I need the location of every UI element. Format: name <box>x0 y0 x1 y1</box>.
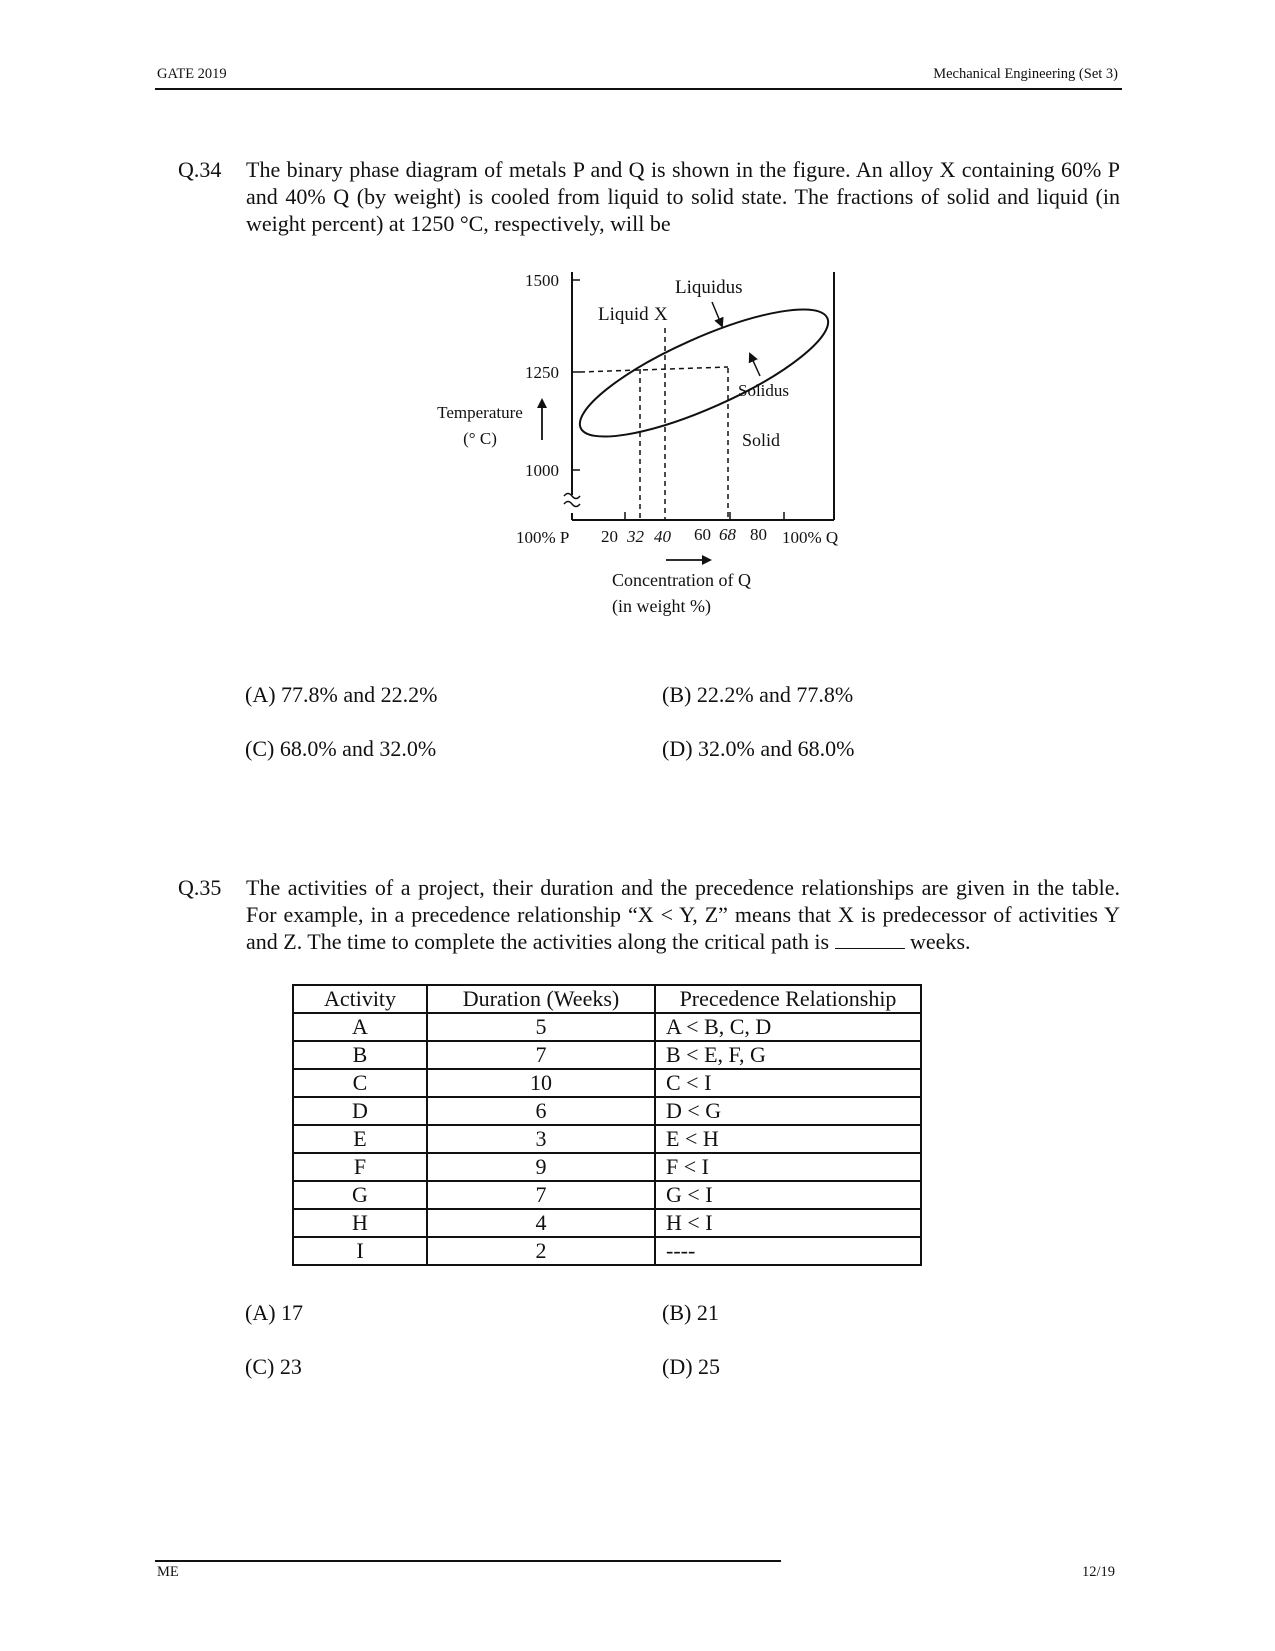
x-axis-unit: (in weight %) <box>612 596 711 616</box>
y-tick-1000: 1000 <box>525 461 559 480</box>
duration-cell: 5 <box>427 1013 655 1041</box>
x-axis-label: Concentration of Q <box>612 570 751 590</box>
q35-option-a: (A) 17 <box>245 1300 304 1325</box>
table-row <box>293 1125 921 1153</box>
activity-cell: I <box>293 1237 427 1265</box>
header-duration: Duration (Weeks) <box>427 985 655 1013</box>
q35-option-d: (D) 25 <box>662 1354 721 1379</box>
x-tick-100p: 100% P <box>516 528 570 547</box>
x-tick-80: 80 <box>750 525 767 544</box>
table-row <box>293 1181 921 1209</box>
x-tick-40: 40 <box>654 527 671 546</box>
x-tick-60: 60 <box>694 525 711 544</box>
label-solidus: Solidus <box>738 381 790 400</box>
footer-rule <box>155 1560 781 1562</box>
footer-paper-code: ME <box>157 1564 179 1580</box>
precedence-cell: D < G <box>655 1097 921 1125</box>
label-liquid: Liquid <box>598 304 649 325</box>
precedence-cell: F < I <box>655 1153 921 1181</box>
duration-cell: 9 <box>427 1153 655 1181</box>
activity-cell: A <box>293 1013 427 1041</box>
precedence-cell: C < I <box>655 1069 921 1097</box>
question-text-unit: weeks. <box>910 929 971 954</box>
table-row <box>293 1209 921 1237</box>
activity-cell: E <box>293 1125 427 1153</box>
label-solid: Solid <box>742 430 781 450</box>
header-exam-title: GATE 2019 <box>157 66 227 82</box>
x-tick-20: 20 <box>601 527 618 546</box>
label-x: X <box>654 304 668 325</box>
activity-cell: D <box>293 1097 427 1125</box>
q34-option-b: (B) 22.2% and 77.8% <box>662 682 854 707</box>
table-row <box>293 1013 921 1041</box>
precedence-cell: G < I <box>655 1181 921 1209</box>
question-text <box>246 874 1120 955</box>
duration-cell: 2 <box>427 1237 655 1265</box>
page-number: 12/19 <box>1081 1564 1115 1580</box>
precedence-cell: H < I <box>655 1209 921 1237</box>
precedence-cell: B < E, F, G <box>655 1041 921 1069</box>
x-tick-100q: 100% Q <box>782 528 839 547</box>
activity-table <box>292 984 922 1266</box>
y-tick-1250: 1250 <box>525 363 559 382</box>
question-35 <box>178 874 1120 955</box>
x-tick-32: 32 <box>627 527 644 546</box>
table-row <box>293 1069 921 1097</box>
x-tick-68: 68 <box>719 525 736 544</box>
header-paper-name: Mechanical Engineering (Set 3) <box>933 66 1118 82</box>
activity-cell: H <box>293 1209 427 1237</box>
table-row <box>293 1153 921 1181</box>
y-axis-unit: (° C) <box>463 429 497 448</box>
table-header-row <box>293 985 921 1013</box>
duration-cell: 7 <box>427 1041 655 1069</box>
precedence-cell: A < B, C, D <box>655 1013 921 1041</box>
duration-cell: 3 <box>427 1125 655 1153</box>
question-number: Q.34 <box>178 157 222 182</box>
header-activity: Activity <box>293 985 427 1013</box>
table-row <box>293 1097 921 1125</box>
duration-cell: 7 <box>427 1181 655 1209</box>
y-tick-1500: 1500 <box>525 271 559 290</box>
table-row <box>293 1041 921 1069</box>
activity-cell: G <box>293 1181 427 1209</box>
question-34 <box>178 156 1120 237</box>
duration-cell: 10 <box>427 1069 655 1097</box>
label-liquidus: Liquidus <box>675 277 743 298</box>
question-text-main: The activities of a project, their duration and the precedence relationships are given in the table. For example, in a precedence relationship “X < Y, Z” means that X is predecessor of activities Y and Z. The time to complete the activities along the critical path is <box>246 875 1120 954</box>
activity-cell: B <box>293 1041 427 1069</box>
precedence-cell: ---- <box>655 1237 921 1265</box>
q34-option-a: (A) 77.8% and 22.2% <box>245 682 438 707</box>
tie-line-1250 <box>580 367 728 372</box>
y-axis-label: Temperature <box>437 403 523 422</box>
q35-option-b: (B) 21 <box>662 1300 719 1325</box>
table-row <box>293 1237 921 1265</box>
question-text: The binary phase diagram of metals P and Q is shown in the figure. An alloy X containing 60% P and 40% Q (by weight) is cooled from liquid to solid state. The fractions of solid and liquid (in weight percent) at 1250 °C, respectively, will be <box>246 157 1120 236</box>
header-rule <box>155 88 1122 90</box>
q34-option-c: (C) 68.0% and 32.0% <box>245 736 437 761</box>
phase-diagram <box>430 270 870 630</box>
duration-cell: 4 <box>427 1209 655 1237</box>
duration-cell: 6 <box>427 1097 655 1125</box>
precedence-cell: E < H <box>655 1125 921 1153</box>
header-precedence: Precedence Relationship <box>655 985 921 1013</box>
activity-cell: F <box>293 1153 427 1181</box>
answer-blank <box>835 930 905 949</box>
q34-option-d: (D) 32.0% and 68.0% <box>662 736 855 761</box>
question-number: Q.35 <box>178 875 222 900</box>
q35-option-c: (C) 23 <box>245 1354 302 1379</box>
activity-cell: C <box>293 1069 427 1097</box>
